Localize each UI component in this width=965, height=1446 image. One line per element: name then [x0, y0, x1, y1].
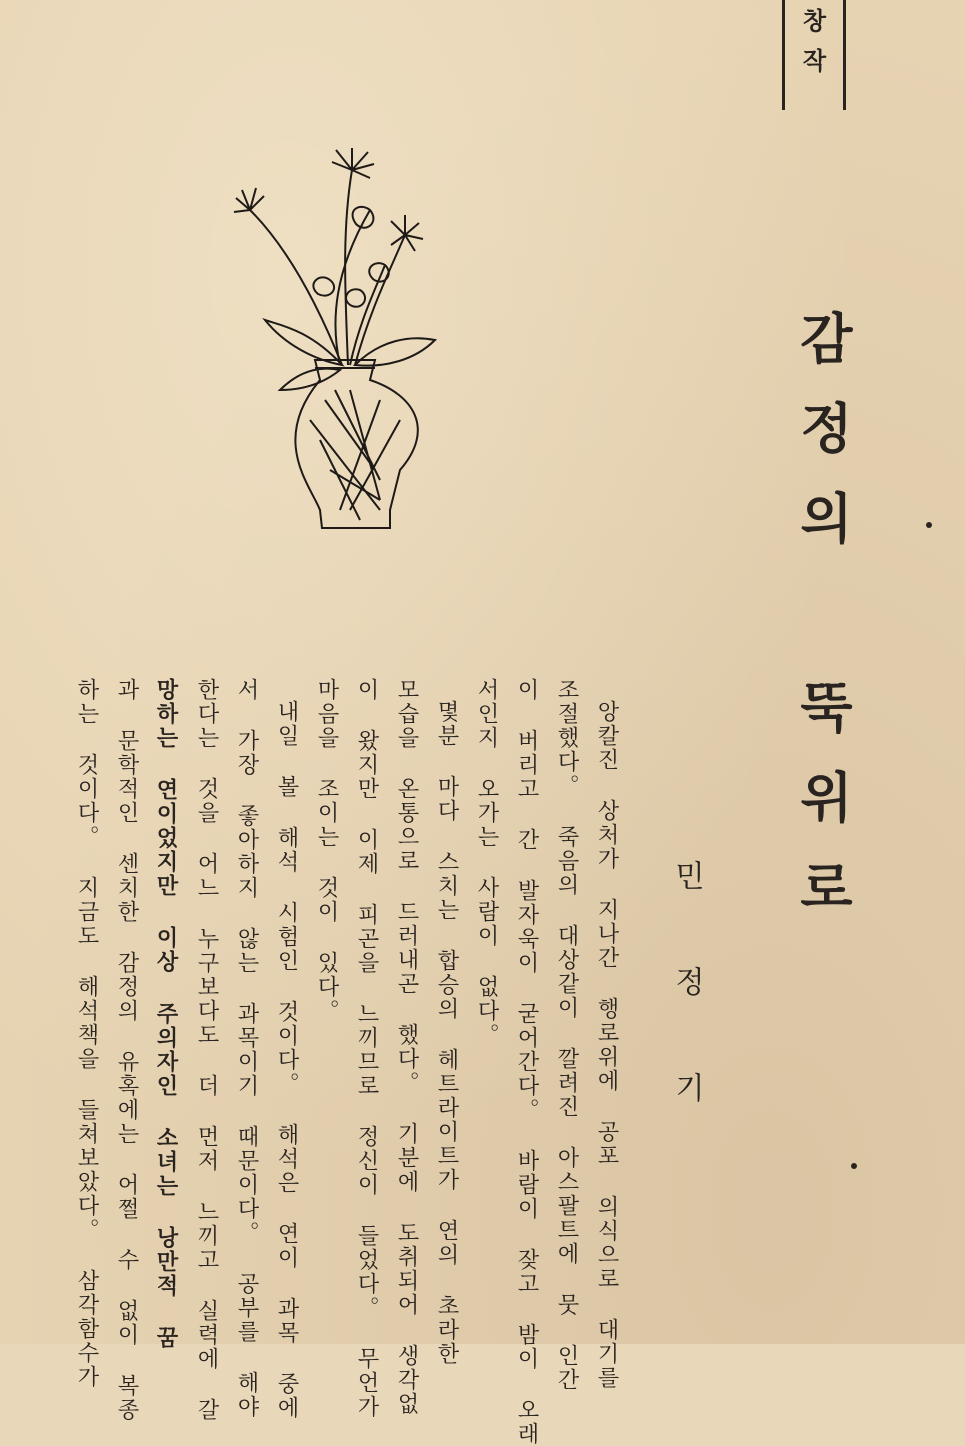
body-line: 앙칼진 상처가 지나간 행로위에 공포 의식으로 대기를 — [594, 700, 619, 1390]
print-speck — [926, 522, 932, 528]
body-line: 몇분 마다 스치는 합승의 헤트라이트가 연의 초라한 — [434, 700, 459, 1366]
body-line: 모습을 온통으로 드러내곤 했다。 기분에 도취되어 생각없 — [394, 678, 419, 1416]
body-line: 하는 것이다。 지금도 해석책을 들쳐보았다。 삼각함수가 — [74, 678, 99, 1389]
body-line: 조절했다。 죽음의 대상같이 깔려진 아스팔트에 뭇 인간 — [554, 678, 579, 1392]
article-body — [70, 678, 626, 1446]
article-title: 감정의 뚝위로 — [791, 310, 854, 949]
body-line: 서 가장 좋아하지 않는 과목이기 때문이다。 공부를 해야 — [234, 678, 259, 1419]
body-line: 이 왔지만 이제 피곤을 느끼므로 정신이 들었다。 무언가 — [354, 678, 379, 1419]
body-line: 망하는 연이었지만 이상 주의자인 소녀는 낭만적 꿈 — [153, 678, 179, 1350]
flower-vase-illustration — [230, 140, 450, 530]
body-line: 이 버리고 간 발자욱이 굳어간다。 바람이 잦고 밤이 오래 — [514, 678, 539, 1446]
author-name: 민정기 — [669, 860, 704, 1178]
body-line: 서인지 오가는 사람이 없다。 — [474, 678, 499, 1047]
body-line: 과 문학적인 센치한 감정의 유혹에는 어쩔 수 없이 복종 — [114, 678, 139, 1422]
section-label: 창작 — [798, 8, 827, 88]
body-line: 마음을 조이는 것이 있다。 — [314, 678, 339, 1023]
print-speck — [851, 1163, 857, 1169]
body-line: 내일 볼 해석 시험인 것이다。 해석은 연이 과목 중에 — [274, 700, 299, 1420]
body-line: 한다는 것을 어느 누구보다도 더 먼저 느끼고 실력에 갈 — [194, 678, 219, 1422]
